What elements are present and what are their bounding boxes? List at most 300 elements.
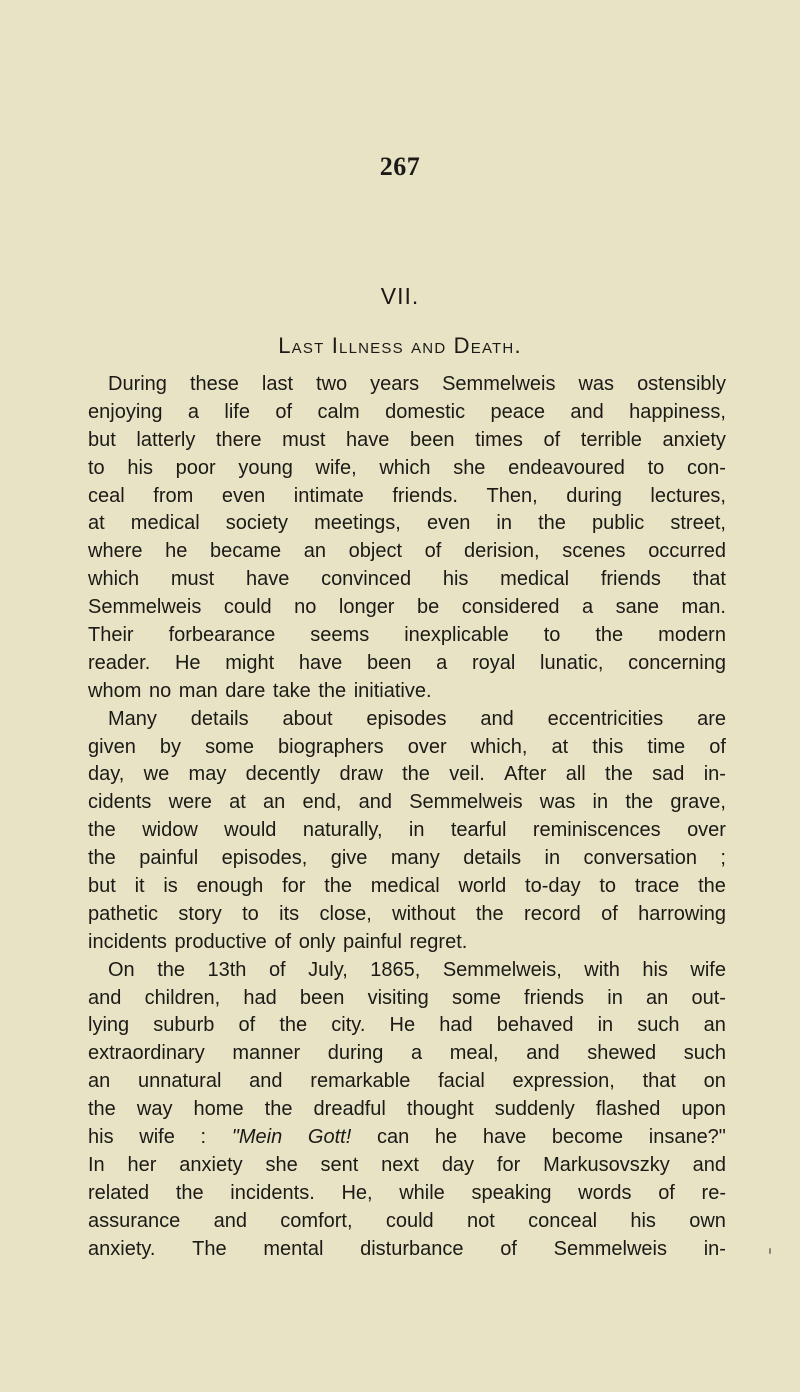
word: During — [108, 373, 167, 395]
word: but — [88, 875, 116, 898]
word: some — [205, 735, 254, 758]
word: which — [379, 456, 431, 479]
text-line — [88, 678, 726, 706]
word: without — [392, 902, 456, 925]
word: of — [275, 400, 293, 423]
word: but — [88, 428, 116, 451]
word: to — [599, 875, 617, 898]
word: Semmelweis — [409, 791, 523, 814]
word: must — [282, 428, 326, 451]
word: seems — [310, 624, 370, 647]
word: of — [268, 958, 286, 981]
word: in — [544, 847, 561, 870]
word: during — [566, 484, 622, 507]
text-line — [88, 1012, 726, 1040]
word: for — [496, 1153, 521, 1176]
word: his — [630, 1209, 656, 1232]
word: medical — [500, 568, 570, 591]
word: Markusovszky — [543, 1153, 670, 1176]
word: medical — [370, 875, 440, 898]
word: all — [565, 763, 586, 786]
text-line — [88, 566, 726, 594]
word: no — [148, 679, 172, 702]
word: extraordinary — [88, 1042, 205, 1065]
word: next — [381, 1153, 419, 1176]
word: to — [647, 456, 665, 479]
word: related — [88, 1181, 150, 1204]
word: latterly — [136, 428, 196, 451]
word: manner — [232, 1042, 301, 1065]
word: in — [408, 819, 425, 842]
word: episodes — [366, 707, 447, 730]
word: an — [303, 540, 327, 563]
word: times — [475, 428, 523, 451]
word: ceal — [88, 484, 125, 507]
word: two — [316, 373, 348, 395]
word: while — [399, 1181, 445, 1204]
word: biographers — [278, 735, 384, 758]
word: it — [134, 875, 145, 898]
text-line — [88, 650, 726, 678]
text-line — [88, 1124, 726, 1152]
word: an — [646, 986, 669, 1009]
text-line — [88, 371, 726, 399]
word: become — [551, 1126, 624, 1149]
word: are — [697, 707, 726, 730]
word: harrowing — [638, 902, 726, 925]
word: assurance — [88, 1209, 181, 1232]
word: painful — [342, 930, 402, 953]
text-line — [88, 455, 726, 483]
word: thought — [406, 1098, 474, 1121]
word: lying — [88, 1014, 130, 1037]
word: decently — [245, 763, 321, 786]
word: no — [294, 596, 317, 619]
word: home — [193, 1098, 244, 1121]
word: friends. — [392, 484, 458, 507]
word: man — [178, 679, 218, 702]
word: details — [190, 707, 249, 730]
word: enjoying — [88, 400, 163, 423]
word: He — [389, 1014, 416, 1037]
word: upon — [681, 1098, 726, 1121]
text-line — [88, 1040, 726, 1068]
text-line — [88, 1096, 726, 1124]
word: some — [451, 986, 501, 1009]
body-text — [88, 371, 726, 1264]
word: happiness, — [629, 400, 726, 423]
word: Then, — [486, 484, 538, 507]
word: day — [441, 1153, 475, 1176]
word: in — [607, 986, 623, 1009]
word: time — [647, 735, 686, 758]
word: even — [221, 484, 266, 507]
word: anxiety — [179, 1153, 243, 1176]
word: of — [543, 428, 561, 451]
word: the — [605, 763, 633, 786]
word: she — [453, 456, 486, 479]
word: 1865, — [370, 958, 421, 981]
word: and — [88, 986, 122, 1009]
word: young — [238, 456, 293, 479]
word: record — [524, 902, 581, 925]
word: modern — [658, 624, 726, 647]
word: derision, — [463, 540, 540, 563]
word: peace — [490, 400, 546, 423]
word: Semmelweis, — [442, 958, 562, 981]
word: which — [88, 568, 140, 591]
word: ; — [720, 847, 726, 870]
chapter-title: Last Illness and Death. — [278, 333, 522, 358]
word: of — [601, 902, 618, 925]
word: she — [265, 1153, 298, 1176]
word: his — [642, 958, 668, 981]
word: years — [370, 373, 420, 395]
word: many — [390, 847, 440, 870]
word: life — [224, 400, 250, 423]
text-line — [88, 706, 726, 734]
word: words — [578, 1181, 632, 1204]
word: from — [153, 484, 194, 507]
word: an — [88, 1070, 111, 1093]
word: of — [709, 735, 726, 758]
word: which, — [470, 735, 528, 758]
text-line — [88, 483, 726, 511]
text-line — [88, 985, 726, 1013]
word: disturbance — [360, 1237, 464, 1260]
word: of — [658, 1181, 675, 1204]
word: sad — [652, 763, 685, 786]
word: about — [282, 707, 333, 730]
word: enough — [196, 875, 264, 898]
word: ostensibly — [637, 373, 726, 395]
word: and — [249, 1070, 283, 1093]
word: have — [346, 428, 390, 451]
word: mental — [263, 1237, 324, 1260]
word: by — [159, 735, 181, 758]
word: Many — [108, 707, 157, 730]
word: we — [143, 763, 170, 786]
word: regret. — [409, 930, 468, 953]
word: city. — [331, 1014, 366, 1037]
word: convinced — [321, 568, 412, 591]
margin-speck — [769, 1248, 771, 1254]
word: object — [348, 540, 403, 563]
word: remarkable — [310, 1070, 411, 1093]
word: the — [264, 1098, 293, 1121]
word: there — [215, 428, 262, 451]
text-line — [88, 538, 726, 566]
word: to — [88, 456, 105, 479]
text-line — [88, 789, 726, 817]
word: of — [274, 930, 292, 953]
word: a — [436, 651, 448, 674]
word: was — [578, 373, 615, 395]
word: visiting — [367, 986, 429, 1009]
word: anxiety. — [88, 1237, 156, 1260]
word: veil. — [449, 763, 485, 786]
word: eccentricities — [547, 707, 664, 730]
word: cidents — [88, 791, 152, 814]
word: at — [88, 512, 105, 535]
word: became — [209, 540, 282, 563]
word: street, — [670, 512, 726, 535]
text-line — [88, 929, 726, 957]
word: reader. — [88, 651, 151, 674]
word: lunatic, — [540, 651, 604, 674]
word: behaved — [496, 1014, 574, 1037]
word: these — [189, 373, 239, 395]
word: speaking — [471, 1181, 552, 1204]
word: way — [136, 1098, 173, 1121]
word: the — [324, 875, 352, 898]
word: for — [282, 875, 306, 898]
word: reminiscences — [532, 819, 661, 842]
word: insane?" — [648, 1126, 726, 1149]
word: could — [385, 1209, 434, 1232]
word: to — [543, 624, 561, 647]
word: conceal — [528, 1209, 598, 1232]
word: the — [595, 624, 624, 647]
word: sent — [320, 1153, 359, 1176]
text-line — [88, 1208, 726, 1236]
word: friends — [524, 986, 585, 1009]
word: sane — [615, 596, 660, 619]
text-line — [88, 734, 726, 762]
word: scenes — [562, 540, 626, 563]
word: poor — [175, 456, 216, 479]
word: After — [504, 763, 547, 786]
word: a — [187, 400, 200, 423]
word: public — [592, 512, 645, 535]
word: with — [584, 958, 620, 981]
word: productive — [174, 930, 267, 953]
word: shewed — [587, 1042, 657, 1065]
word: and — [526, 1042, 560, 1065]
word: children, — [144, 986, 221, 1009]
word: give — [330, 847, 368, 870]
word: were — [168, 791, 212, 814]
word: may — [188, 763, 227, 786]
word: take — [272, 679, 311, 702]
word: to — [242, 902, 259, 925]
text-line — [88, 761, 726, 789]
word: have — [482, 1126, 527, 1149]
word: suburb — [153, 1014, 215, 1037]
word: that — [692, 568, 726, 591]
word: initiative. — [353, 679, 432, 702]
word: been — [366, 651, 412, 674]
word: the — [318, 679, 347, 702]
word: that — [642, 1070, 676, 1093]
word: story — [178, 902, 222, 925]
word: meal, — [449, 1042, 499, 1065]
word: The — [192, 1237, 227, 1260]
word: not — [466, 1209, 495, 1232]
word: over — [407, 735, 447, 758]
word: the — [625, 791, 654, 814]
word: end, — [302, 791, 342, 814]
word: close, — [319, 902, 372, 925]
word: have — [298, 651, 343, 674]
word: might — [225, 651, 275, 674]
word: an — [263, 791, 286, 814]
word: lectures, — [650, 484, 726, 507]
word: been — [410, 428, 455, 451]
text-line — [88, 901, 726, 929]
word: widow — [142, 819, 198, 842]
text-line — [88, 957, 726, 985]
word: grave, — [670, 791, 726, 814]
word: calm — [317, 400, 360, 423]
word: expression, — [512, 1070, 615, 1093]
word: of — [500, 1237, 517, 1260]
word: naturally, — [302, 819, 383, 842]
word: is — [163, 875, 178, 898]
word: been — [299, 986, 345, 1009]
word: anxiety — [662, 428, 726, 451]
word: was — [539, 791, 576, 814]
word: and — [692, 1153, 726, 1176]
word: meetings, — [314, 512, 401, 535]
word: He, — [341, 1181, 373, 1204]
word: unnatural — [138, 1070, 222, 1093]
word: man. — [681, 596, 726, 619]
text-line — [88, 845, 726, 873]
word: painful — [139, 847, 199, 870]
word: flashed — [595, 1098, 661, 1121]
text-line — [88, 1236, 726, 1264]
word: Gott! — [307, 1126, 352, 1149]
chapter-number: VII. — [380, 283, 420, 309]
word: occurred — [648, 540, 726, 563]
word: have — [245, 568, 290, 591]
word: Semmelweis — [442, 373, 556, 395]
word: facial — [438, 1070, 485, 1093]
word: 13th — [207, 958, 247, 981]
word: could — [223, 596, 272, 619]
word: and — [358, 791, 392, 814]
word: the — [175, 1181, 204, 1204]
word: his — [442, 568, 469, 591]
word: at — [229, 791, 246, 814]
word: given — [88, 735, 136, 758]
word: in — [592, 791, 609, 814]
word: royal — [471, 651, 516, 674]
word: over — [687, 819, 726, 842]
word: where — [88, 540, 143, 563]
word: last — [261, 373, 294, 395]
word: society — [225, 512, 289, 535]
word: during — [327, 1042, 384, 1065]
word: wife, — [315, 456, 357, 479]
word: "Mein — [231, 1126, 283, 1149]
word: he — [165, 540, 188, 563]
text-line — [88, 399, 726, 427]
word: pathetic — [88, 902, 159, 925]
word: must — [170, 568, 215, 591]
text-line — [88, 427, 726, 455]
word: can — [376, 1126, 410, 1149]
word: intimate — [293, 484, 364, 507]
word: and — [570, 400, 604, 423]
word: con- — [686, 456, 726, 479]
word: a — [582, 596, 594, 619]
word: had — [243, 986, 277, 1009]
word: and — [213, 1209, 247, 1232]
text-line — [88, 873, 726, 901]
word: In — [88, 1153, 105, 1176]
word: the — [279, 1014, 308, 1037]
text-line — [88, 1180, 726, 1208]
word: in — [597, 1014, 614, 1037]
word: the — [698, 875, 726, 898]
word: the — [88, 819, 116, 842]
word: this — [592, 735, 624, 758]
word: had — [439, 1014, 473, 1037]
word: such — [637, 1014, 680, 1037]
word: forbearance — [168, 624, 276, 647]
word: the — [88, 1098, 116, 1121]
word: in- — [703, 1237, 726, 1260]
word: and — [480, 707, 514, 730]
word: on — [703, 1070, 726, 1093]
word: out- — [691, 986, 726, 1009]
text-line — [88, 622, 726, 650]
word: her — [127, 1153, 157, 1176]
word: domestic — [385, 400, 466, 423]
word: world — [458, 875, 507, 898]
word: such — [683, 1042, 726, 1065]
text-line — [88, 1152, 726, 1180]
word: concerning — [628, 651, 726, 674]
word: re- — [701, 1181, 726, 1204]
word: his — [88, 1126, 114, 1149]
word: its — [279, 902, 300, 925]
word: of — [238, 1014, 256, 1037]
word: in- — [703, 763, 726, 786]
word: dare — [225, 679, 266, 702]
word: Semmelweis — [553, 1237, 667, 1260]
word: he — [434, 1126, 458, 1149]
word: conversation — [583, 847, 697, 870]
word: medical — [130, 512, 200, 535]
word: even — [426, 512, 471, 535]
word: considered — [461, 596, 560, 619]
word: On — [108, 958, 135, 981]
word: the — [157, 958, 185, 981]
word: inexplicable — [404, 624, 509, 647]
word: own — [689, 1209, 726, 1232]
word: the — [402, 763, 430, 786]
word: tearful — [450, 819, 507, 842]
word: longer — [338, 596, 395, 619]
word: in — [496, 512, 512, 535]
word: endeavoured — [508, 456, 625, 479]
word: only — [298, 930, 336, 953]
word: the — [538, 512, 566, 535]
word: be — [416, 596, 440, 619]
word: dreadful — [313, 1098, 386, 1121]
page-number: 267 — [379, 152, 421, 181]
word: a — [410, 1042, 423, 1065]
word: an — [703, 1014, 726, 1037]
text-line — [88, 510, 726, 538]
word: comfort, — [280, 1209, 353, 1232]
word: of — [424, 540, 442, 563]
word: incidents. — [230, 1181, 315, 1204]
word: details — [463, 847, 522, 870]
